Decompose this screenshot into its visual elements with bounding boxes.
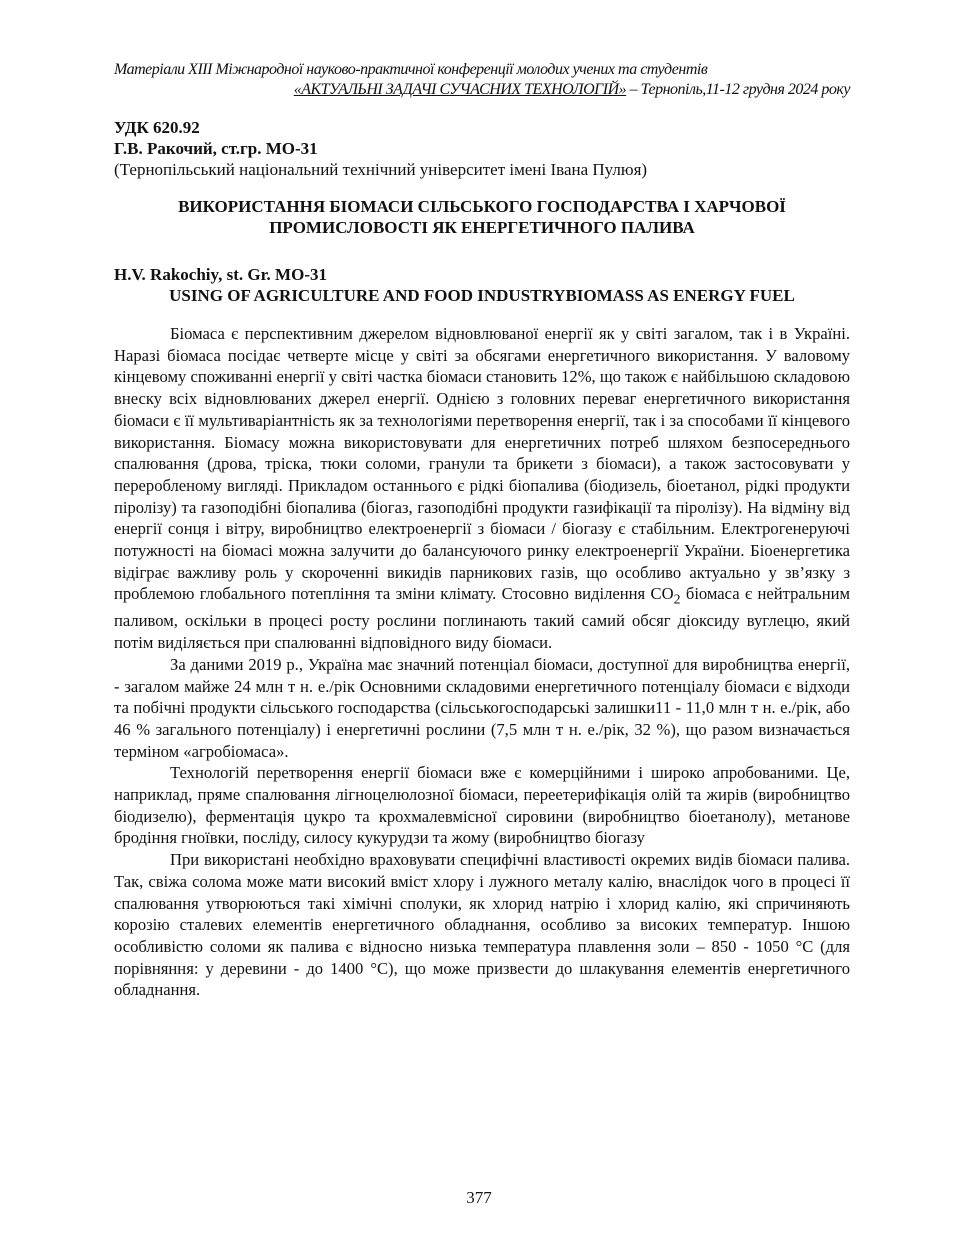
article-body	[114, 323, 850, 1001]
english-block	[114, 264, 850, 306]
paragraph-4: При використані необхідно враховувати специфічні властивості окремих видів біомаси палива. Так, свіжа солома може мати високий вміст хлору і лужного металу калію, внаслідок чого в процесі її спалювання утворюються такі хімічні сполуки, як хлорид натрію і хлорид калію, які спричиняють корозію сталевих елементів енергетичного обладнання, особливо за високих температур. Іншою особливістю соломи як палива є відносно низька температура плавлення золи – 850 - 1050 °С (для порівняння: у деревини - до 1400 °С), що може призвести до шлакування елементів енергетичного обладнання.	[114, 850, 850, 1000]
paragraph-3: Технологій перетворення енергії біомаси вже є комерційними і широко апробованими. Це, наприклад, пряме спалювання лігноцелюлозної біомаси, переетерифікація олій та жирів (виробництво біодизелю), ферментація цукро та крохмалевмісної сировини (виробництво біоетанолу), метанове бродіння гноївки, посліду, силосу кукурудзи та жому (виробництво біогазу	[114, 763, 850, 848]
conference-place-date: – Тернопіль,11-12 грудня 2024 року	[626, 81, 850, 98]
article-meta	[114, 117, 850, 180]
running-header	[114, 60, 850, 100]
paragraph-2: За даними 2019 р., Україна має значний потенціал біомаси, доступної для виробництва енергії, - загалом майже 24 млн т н. е./рік Основними складовими енергетичного потенціалу біомаси є відходи та побічні продукти сільського господарства (сільськогосподарські залишки11 - 11,0 млн т н. е./рік, або 46 % загального потенціалу) і енергетичні рослини (7,5 млн т н. е./рік, 32 %), що разом визначається терміном «агробіомаса».	[114, 654, 850, 761]
affiliation: (Тернопільський національний технічний університет імені Івана Пулюя)	[114, 160, 648, 179]
conference-name: «АКТУАЛЬНІ ЗАДАЧІ СУЧАСНИХ ТЕХНОЛОГІЙ»	[293, 81, 627, 98]
author-uk: Г.В. Ракочий, ст.гр. МО-31	[114, 139, 318, 158]
header-line-1: Матеріали XIII Міжнародної науково-практичної конференції молодих учених та студентів	[114, 61, 708, 78]
paragraph-1: Біомаса є перспективним джерелом відновлюваної енергії як у світі загалом, так і в Україні. Наразі біомаса посідає четверте місце у світі за обсягами енергетичного використання. У валовому кінцевому споживанні енергії у світі частка біомаси становить 12%, що також є найбільшою складовою внеску всіх відновлюваних джерел енергії. Однією з головних переваг енергетичного використання біомаси є її мультиваріантність як за технологіями перетворення енергії, так і за способами її кінцевого використання. Біомасу можна використовувати для енергетичних потреб шляхом безпосереднього спалювання (дрова, тріска, тюки соломи, гранули та брикети з біомаси), а також застосовувати у переробленому вигляді. Прикладом останнього є рідкі біопалива (біодизель, біоетанол, рідкі продукти піролізу) та газоподібні біопалива (біогаз, газоподібні продукти газифікації та піролізу). На відміну від енергії сонця і вітру, виробництво електроенергії з біомаси / біогазу є стабільним. Електрогенеруючі потужності на біомасі можна залучити до балансуючого ринку електроенергії України. Біоенергетика відіграє важливу роль у скороченні викидів парникових газів, що особливо актуально у зв’язку з проблемою глобального потепління та зміни клімату. Стосовно виділення $CO_2$ біомаса є нейтральним паливом, оскільки в процесі росту рослини поглинають такий самий обсяг діоксиду вуглецю, який потім виділяється при спалюванні відповідного виду біомаси.	[114, 324, 850, 653]
author-en: H.V. Rakochiy, st. Gr. MO-31	[114, 265, 327, 284]
header-line-2	[114, 80, 850, 100]
co2-subscript: 2	[673, 591, 681, 607]
page-number: 377	[466, 1188, 492, 1207]
udc-code: УДК 620.92	[114, 118, 200, 137]
article-title-en: USING OF AGRICULTURE AND FOOD INDUSTRYBIOMASS AS ENERGY FUEL	[169, 286, 795, 305]
article-title-uk: ВИКОРИСТАННЯ БІОМАСИ СІЛЬСЬКОГО ГОСПОДАРСТВА І ХАРЧОВОЇ ПРОМИСЛОВОСТІ ЯК ЕНЕРГЕТИЧНОГО ПАЛИВА	[178, 197, 786, 237]
